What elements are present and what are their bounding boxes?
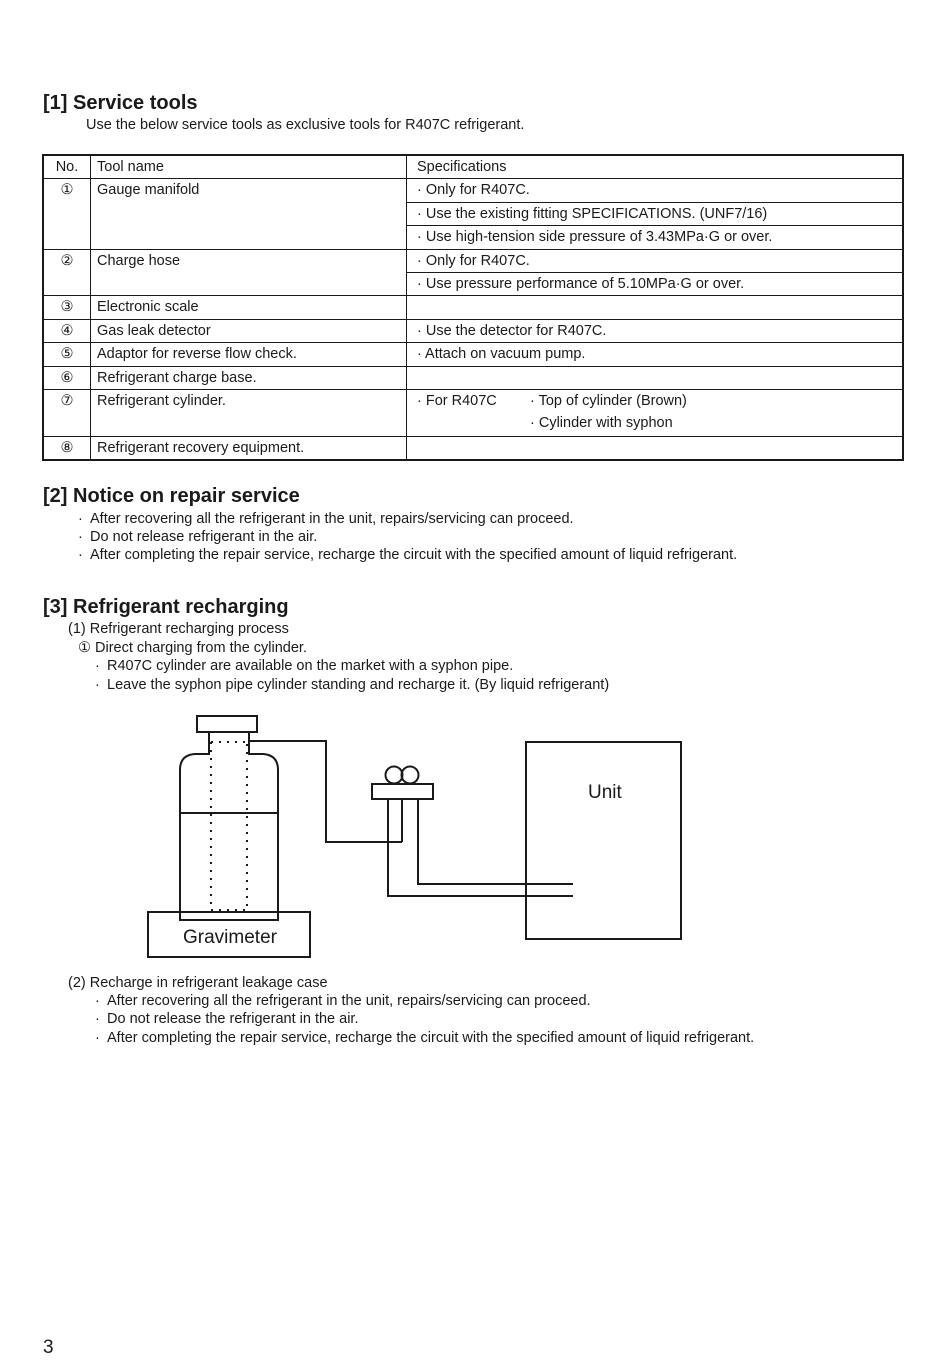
row-tool-name: Refrigerant cylinder.	[91, 389, 407, 436]
row-spec: · Use the existing fitting SPECIFICATIONS. (UNF7/16)	[407, 202, 904, 225]
cylinder-valve	[197, 716, 257, 732]
row-no: ⑥	[43, 366, 91, 389]
list-item: · Do not release refrigerant in the air.	[78, 529, 318, 545]
row-no: ⑦	[43, 389, 91, 436]
row-tool-name: Electronic scale	[91, 296, 407, 319]
row-no: ⑤	[43, 343, 91, 366]
list-item: · Leave the syphon pipe cylinder standing and recharge it. (By liquid refrigerant)	[95, 677, 610, 693]
row-tool-name: Refrigerant recovery equipment.	[91, 436, 407, 460]
row-tool-name: Gas leak detector	[91, 319, 407, 342]
row-no: ②	[43, 249, 91, 296]
subheading-recharging-process: (1) Refrigerant recharging process	[68, 621, 289, 637]
gauge-left-icon	[386, 767, 403, 784]
section-1-intro: Use the below service tools as exclusive tools for R407C refrigerant.	[86, 117, 525, 133]
list-item: · After recovering all the refrigerant in the unit, repairs/servicing can proceed.	[95, 993, 591, 1009]
charge-hose-unit-lower	[388, 799, 573, 896]
row-tool-name: Refrigerant charge base.	[91, 366, 407, 389]
list-item: · After recovering all the refrigerant in the unit, repairs/servicing can proceed.	[78, 511, 574, 527]
list-item: · Do not release the refrigerant in the air.	[95, 1011, 359, 1027]
row-spec: · Attach on vacuum pump.	[407, 343, 904, 366]
syphon-pipe	[211, 742, 247, 910]
section-1-heading: [1] Service tools	[43, 92, 198, 114]
header-tool-name: Tool name	[91, 155, 407, 179]
row-spec: · Use pressure performance of 5.10MPa·G or over.	[407, 272, 904, 295]
row-spec: · Use the detector for R407C.	[407, 319, 904, 342]
subheading-leakage-case: (2) Recharge in refrigerant leakage case	[68, 975, 328, 991]
list-item: · After completing the repair service, recharge the circuit with the specified amount of liquid refrigerant.	[95, 1030, 755, 1046]
spec-cylinder-syphon: · Cylinder with syphon	[530, 414, 673, 431]
header-specifications: Specifications	[407, 155, 904, 179]
row-spec: · Only for R407C.	[407, 249, 904, 272]
row-no: ④	[43, 319, 91, 342]
charge-hose-unit-upper	[418, 799, 573, 884]
row-spec: · Only for R407C.	[407, 179, 904, 202]
row-tool-name: Charge hose	[91, 249, 407, 296]
refrigerant-cylinder	[180, 726, 278, 920]
gravimeter-label: Gravimeter	[183, 927, 277, 948]
unit-label: Unit	[588, 782, 622, 803]
list-item: · R407C cylinder are available on the market with a syphon pipe.	[95, 658, 514, 674]
section-2-heading: [2] Notice on repair service	[43, 485, 300, 507]
row-tool-name: Adaptor for reverse flow check.	[91, 343, 407, 366]
section-3-heading: [3] Refrigerant recharging	[43, 596, 289, 618]
row-spec: · Use high-tension side pressure of 3.43MPa·G or over.	[407, 226, 904, 249]
row-no: ⑧	[43, 436, 91, 460]
spec-top-of-cylinder: · Top of cylinder (Brown)	[530, 392, 687, 409]
list-item: · After completing the repair service, recharge the circuit with the specified amount of liquid refrigerant.	[78, 547, 738, 563]
page-number: 3	[43, 1337, 54, 1358]
subheading-direct-charging: ① Direct charging from the cylinder.	[78, 640, 307, 656]
unit-box	[526, 742, 681, 939]
gauge-manifold	[372, 784, 433, 799]
header-no: No.	[43, 155, 91, 179]
row-no: ③	[43, 296, 91, 319]
gauge-right-icon	[402, 767, 419, 784]
spec-for-r407c: · For R407C	[417, 392, 497, 409]
row-tool-name: Gauge manifold	[91, 179, 407, 249]
row-no: ①	[43, 179, 91, 249]
